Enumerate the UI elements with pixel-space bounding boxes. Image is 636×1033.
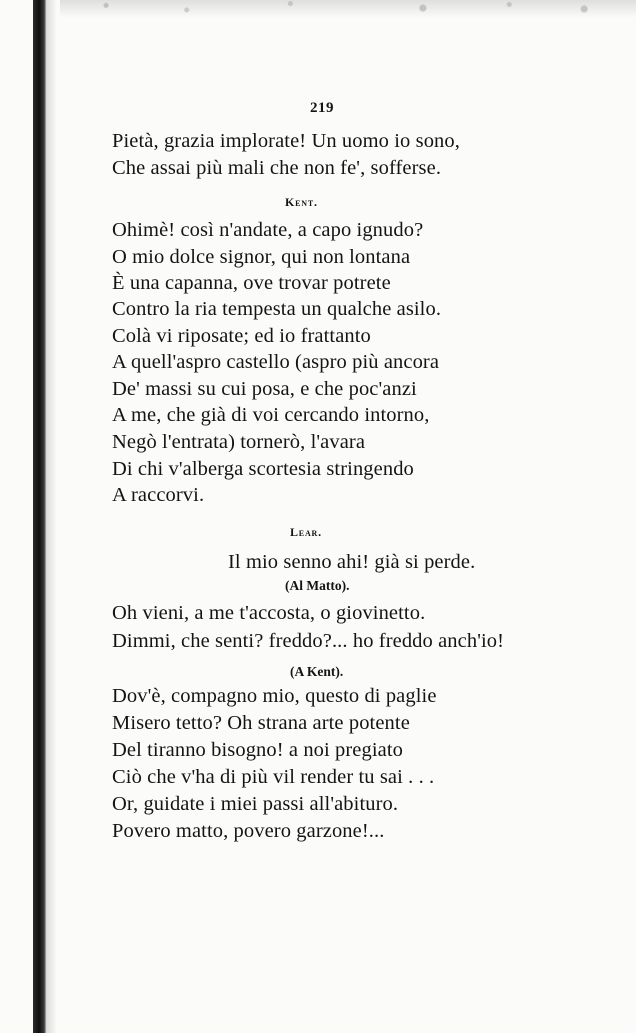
verse-line: Colà vi riposate; ed io frattanto [112, 325, 371, 347]
verse-line: A me, che già di voi cercando intorno, [112, 404, 430, 426]
speaker-lear: Lear. [290, 525, 322, 539]
speaker-kent: Kent. [285, 195, 318, 209]
verse-line: Di chi v'alberga scortesia stringendo [112, 458, 414, 480]
stage-direction-matto: (Al Matto). [285, 578, 350, 593]
verse-line: A raccorvi. [112, 484, 205, 506]
verse-line: Pietà, grazia implorate! Un uomo io sono, [112, 130, 460, 152]
verse-line: Contro la ria tempesta un qualche asilo. [112, 298, 442, 320]
verse-line: A quell'aspro castello (aspro più ancora [112, 351, 440, 373]
verse-line: Povero matto, povero garzone!... [112, 820, 385, 842]
verse-line: Misero tetto? Oh strana arte potente [112, 712, 410, 734]
verse-line: Oh vieni, a me t'accosta, o giovinetto. [112, 602, 426, 624]
verse-line: Il mio senno ahi! già si perde. [228, 551, 476, 573]
verse-line: De' massi su cui posa, e che poc'anzi [112, 378, 417, 400]
verse-line: Dov'è, compagno mio, questo di paglie [112, 685, 437, 707]
stage-direction-kent: (A Kent). [290, 664, 344, 679]
verse-line: Or, guidate i miei passi all'abituro. [112, 793, 399, 815]
verse-line: Del tiranno bisogno! a noi pregiato [112, 739, 404, 761]
verse-line: Ciò che v'ha di più vil render tu sai . . . [112, 766, 435, 788]
verse-line: Ohimè! così n'andate, a capo ignudo? [112, 219, 424, 241]
verse-line: Dimmi, che senti? freddo?... ho freddo anch'io! [112, 630, 505, 652]
verse-line: O mio dolce signor, qui non lontana [112, 246, 411, 268]
book-binding-edge [33, 0, 47, 1033]
verse-line: Che assai più mali che non fe', sofferse. [112, 157, 442, 179]
verse-line: È una capanna, ove trovar potrete [112, 272, 391, 294]
verse-line: Negò l'entrata) tornerò, l'avara [112, 431, 366, 453]
binding-shadow [47, 0, 57, 1033]
page-top-edge [60, 0, 636, 18]
page-number: 219 [310, 100, 334, 116]
